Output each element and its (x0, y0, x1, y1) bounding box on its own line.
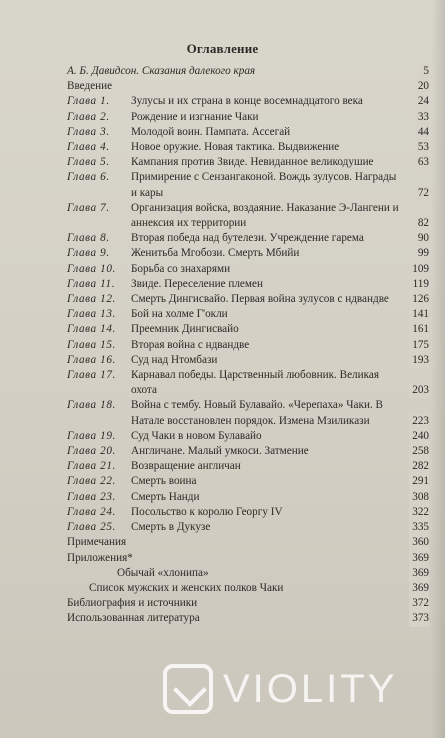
chapter-number: Глава 16. (67, 353, 116, 366)
page-number: 240 (409, 429, 429, 444)
toc-entry (67, 551, 429, 566)
toc-entry (67, 459, 429, 474)
entry-title: Преемник Дингисвайо (131, 323, 239, 336)
toc-entry (67, 535, 429, 550)
page-number: 360 (409, 535, 429, 550)
entry-title: Организация войска, воздаяние. Наказание Э-Лангени и аннексия их территории (131, 201, 399, 230)
toc-entry (67, 94, 429, 109)
page-number: 369 (409, 581, 429, 596)
page-number: 141 (409, 307, 429, 322)
chapter-number: Глава 4. (67, 141, 110, 154)
toc-entry (67, 262, 429, 277)
entry-title: Война с тембу. Новый Булавайо. «Черепаха» Чаки. В Натале восстановлен порядок. Измена Мзиликази (131, 399, 384, 427)
entry-title: Вторая победа над бутелези. Учреждение гарема (131, 232, 364, 245)
chapter-number: Глава 19. (67, 429, 116, 442)
entry-title: А. Б. Давидсон. Сказания далекого края (67, 65, 256, 77)
toc-entry (67, 505, 429, 520)
page-number: 119 (410, 277, 429, 292)
page-number: 72 (415, 186, 429, 201)
page-number: 282 (409, 459, 429, 474)
page-number: 373 (409, 611, 429, 626)
entry-title: Обычай «хлонипа» (117, 566, 209, 579)
chapter-number: Глава 23. (67, 490, 116, 503)
toc-entry (67, 566, 429, 581)
page-number: 372 (409, 596, 429, 611)
entry-title: Введение (67, 80, 113, 93)
chapter-number: Глава 1. (67, 95, 110, 108)
chapter-number: Глава 21. (67, 460, 116, 473)
chapter-number: Глава 24. (67, 505, 116, 518)
chapter-number: Глава 20. (67, 445, 116, 458)
page-number: 322 (409, 505, 429, 520)
page-number: 53 (415, 140, 429, 155)
entry-title: Карнавал победы. Царственный любовник. Великая охота (131, 369, 379, 397)
page-number: 82 (415, 216, 429, 231)
page-number: 335 (409, 520, 429, 535)
toc-entry (67, 398, 429, 428)
page-number: 24 (415, 94, 429, 109)
toc-entry (67, 125, 429, 140)
entry-title: Женитьба Мгобози. Смерть Мбийи (131, 247, 300, 260)
chapter-number: Глава 11. (67, 277, 116, 290)
toc-entry (67, 201, 429, 231)
toc-entry (67, 353, 429, 368)
toc-entry (67, 64, 429, 79)
entry-title: Смерть Дингисвайо. Первая война зулусов с ндвандве (131, 293, 389, 306)
entry-title: Англичане. Малый умкоси. Затмение (131, 445, 309, 458)
entry-title: Суд над Нтомбази (131, 353, 218, 366)
entry-title: Смерть в Дукузе (131, 521, 211, 534)
entry-title: Приложения* (67, 551, 133, 564)
entry-title: Рождение и изгнание Чаки (131, 110, 259, 123)
page-number: 308 (409, 490, 429, 505)
toc-entry (67, 444, 429, 459)
chapter-number: Глава 7. (67, 201, 110, 214)
chapter-number: Глава 6. (67, 171, 110, 184)
watermark-text: VIOLITY (223, 666, 398, 711)
entry-title: Звиде. Переселение племен (131, 277, 263, 290)
entry-title: Молодой воин. Пампата. Ассегай (131, 125, 291, 138)
toc-entry (67, 246, 429, 261)
chapter-number: Глава 15. (67, 338, 116, 351)
toc-entry (67, 322, 429, 337)
chapter-number: Глава 13. (67, 308, 116, 321)
entry-title: Зулусы и их страна в конце восемнадцатого века (131, 95, 363, 108)
toc-entry (67, 110, 429, 125)
table-of-contents (67, 64, 429, 627)
chapter-number: Глава 3. (67, 125, 110, 138)
page-number: 20 (415, 79, 429, 94)
entry-title: Вторая война с ндвандве (131, 338, 250, 351)
chapter-number: Глава 2. (67, 110, 110, 123)
entry-title: Примирение с Сензангаконой. Вождь зулусов. Награды и кары (131, 171, 397, 199)
page-number: 369 (409, 551, 429, 566)
toc-entry (67, 596, 429, 611)
page-number: 203 (409, 383, 429, 398)
toc-entry (67, 231, 429, 246)
page-number: 109 (409, 262, 429, 277)
entry-title: Смерть воина (131, 475, 197, 488)
page-number: 33 (415, 110, 429, 125)
toc-entry (67, 368, 429, 398)
entry-title: Борьба со знахарями (131, 262, 231, 275)
page-number: 369 (409, 566, 429, 581)
page-number: 291 (409, 474, 429, 489)
toc-entry (67, 429, 429, 444)
toc-entry (67, 581, 429, 596)
entry-title: Библиография и источники (67, 597, 198, 610)
page-number: 175 (409, 338, 429, 353)
page-number: 90 (415, 231, 429, 246)
entry-title: Суд Чаки в новом Булавайо (131, 429, 262, 442)
entry-title: Кампания против Звиде. Невиданное великодушие (131, 156, 374, 169)
toc-entry (67, 307, 429, 322)
toc-entry (67, 611, 429, 626)
chapter-number: Глава 9. (67, 247, 110, 260)
entry-title: Смерть Нанди (131, 490, 200, 503)
page-number: 99 (415, 246, 429, 261)
chapter-number: Глава 25. (67, 521, 116, 534)
entry-title: Использованная литература (67, 612, 200, 625)
chapter-number: Глава 17. (67, 369, 116, 382)
chapter-number: Глава 10. (67, 262, 116, 275)
entry-title: Возвращение англичан (131, 460, 241, 473)
chapter-number: Глава 22. (67, 475, 116, 488)
chapter-number: Глава 12. (67, 293, 116, 306)
toc-entry (67, 490, 429, 505)
page-number: 258 (409, 444, 429, 459)
chapter-number: Глава 5. (67, 156, 110, 169)
page-title: Оглавление (186, 41, 259, 56)
chapter-number: Глава 18. (67, 399, 116, 412)
entry-title: Посольство к королю Георгу IV (131, 505, 283, 518)
chapter-number: Глава 8. (67, 232, 110, 245)
page-number: 193 (409, 353, 429, 368)
chapter-number: Глава 14. (67, 323, 116, 336)
page-number: 161 (409, 322, 429, 337)
toc-entry (67, 79, 429, 94)
violity-logo-icon (163, 664, 213, 714)
entry-title: Новое оружие. Новая тактика. Выдвижение (131, 141, 340, 154)
page-number: 223 (409, 414, 429, 429)
toc-entry (67, 292, 429, 307)
entry-title: Бой на холме Г'окли (131, 308, 228, 321)
toc-entry (67, 277, 429, 292)
page-number: 5 (420, 64, 429, 79)
page-number: 126 (409, 292, 429, 307)
entry-title: Список мужских и женских полков Чаки (89, 581, 284, 594)
toc-entry (67, 155, 429, 170)
toc-entry (67, 520, 429, 535)
toc-entry (67, 474, 429, 489)
toc-entry (67, 170, 429, 200)
page-number: 44 (415, 125, 429, 140)
entry-title: Примечания (67, 536, 127, 549)
page-number: 63 (415, 155, 429, 170)
toc-entry (67, 140, 429, 155)
toc-entry (67, 338, 429, 353)
watermark (163, 661, 433, 717)
